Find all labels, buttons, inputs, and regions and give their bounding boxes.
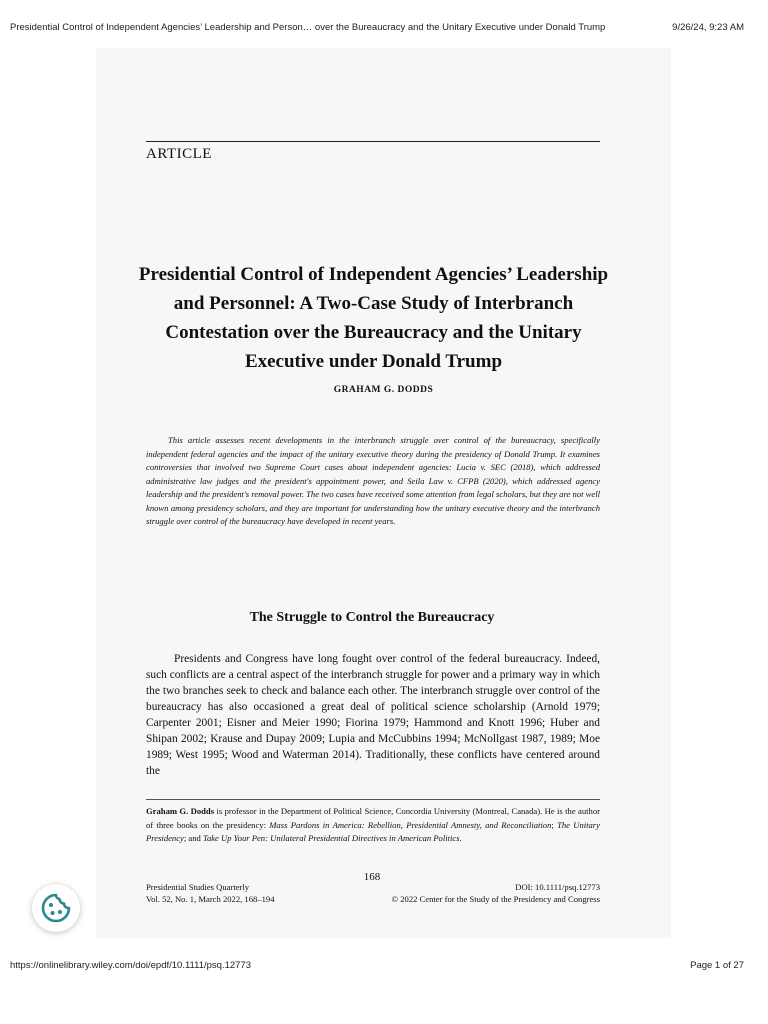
footnote-separator-2: ; and — [183, 833, 203, 843]
print-footer — [0, 958, 768, 974]
print-header — [0, 0, 768, 36]
body-paragraph: Presidents and Congress have long fought over control of the federal bureaucracy. Indeed, such conflicts are a central aspect of the interbranch struggle for power and a primary way in which the two branches seek to check and balance each other. The interbranch struggle over control of the bureaucracy has also occasioned a great deal of political science scholarship (Arnold 1979; Carpenter 2001; Eisner and Meier 1990; Fiorina 1979; Hammond and Knott 1996; Huber and Shipan 2002; Krause and Dupay 2009; Lupia and McCubbins 1994; McNollgast 1987, 1989; Moe 1989; West 1995; Wood and Waterman 2014). Traditionally, these conflicts have centered around the — [146, 653, 600, 777]
journal-issue: Vol. 52, No. 1, March 2022, 168–194 — [146, 894, 275, 904]
page-number: 168 — [363, 871, 381, 883]
footnote-end: . — [459, 833, 462, 843]
footnote-bio: is professor in the Department of Political Science, Concordia University (Montreal, Canada). He is the author of three books on the presidency: — [146, 806, 601, 830]
article-abstract: This article assesses recent developments in the interbranch struggle over control of the bureaucracy, specifically independent federal agencies and the impact of the unitary executive theory during the presidency of Donald Trump. It examines controversies that involved two Supreme Court cases about independent agencies: Lucia v. SEC (2018), which addressed administrative law judges and the president's appointment power, and Seila Law v. CFPB (2020), which addressed agency leadership and the president's removal power. The two cases have received some attention from legal scholars, but they are not well known among presidency scholars, and they are important for understanding how the unitary executive theory and the interbranch struggle over control of the bureaucracy have developed in recent years. — [146, 435, 600, 526]
cookie-icon — [40, 892, 72, 924]
top-rule — [146, 141, 600, 142]
section-heading: The Struggle to Control the Bureaucracy — [249, 610, 495, 625]
journal-info — [146, 881, 275, 905]
footnote-book-1: Mass Pardons in America: Rebellion, Presidential Amnesty, and Reconciliation — [269, 819, 552, 830]
article-author: GRAHAM G. DODDS — [333, 385, 434, 395]
footnote-book-2: The Unitary Presidency — [146, 819, 600, 843]
footnote-rule — [146, 799, 600, 800]
print-header-datetime: 9/26/24, 9:23 AM — [672, 22, 744, 33]
doi: DOI: 10.1111/psq.12773 — [515, 882, 600, 892]
article-label: ARTICLE — [146, 146, 212, 162]
footnote-author-name: Graham G. Dodds — [146, 806, 215, 816]
footnote-book-3: Take Up Your Pen: Unilateral Presidential Directives in American Politics — [202, 833, 460, 843]
article-page — [96, 48, 671, 938]
article-title: Presidential Control of Independent Agencies’ Leadership and Personnel: A Two-Case Study of Interbranch Contestation over the Bureaucracy and the Unitary Executive under Donald Trump — [138, 264, 609, 372]
cookie-settings-button[interactable] — [32, 884, 80, 932]
print-footer-page: Page 1 of 27 — [690, 960, 744, 971]
copyright: © 2022 Center for the Study of the Presidency and Congress — [391, 894, 600, 904]
journal-name: Presidential Studies Quarterly — [146, 882, 250, 892]
footnote-separator-1: ; — [551, 819, 558, 830]
print-header-title: Presidential Control of Independent Agencies’ Leadership and Person… over the Bureaucracy and the Unitary Executive under Donald Trump — [10, 22, 606, 33]
author-footnote — [146, 805, 600, 846]
print-footer-url[interactable]: https://onlinelibrary.wiley.com/doi/epdf/10.1111/psq.12773 — [10, 960, 251, 971]
doi-info — [392, 881, 600, 905]
